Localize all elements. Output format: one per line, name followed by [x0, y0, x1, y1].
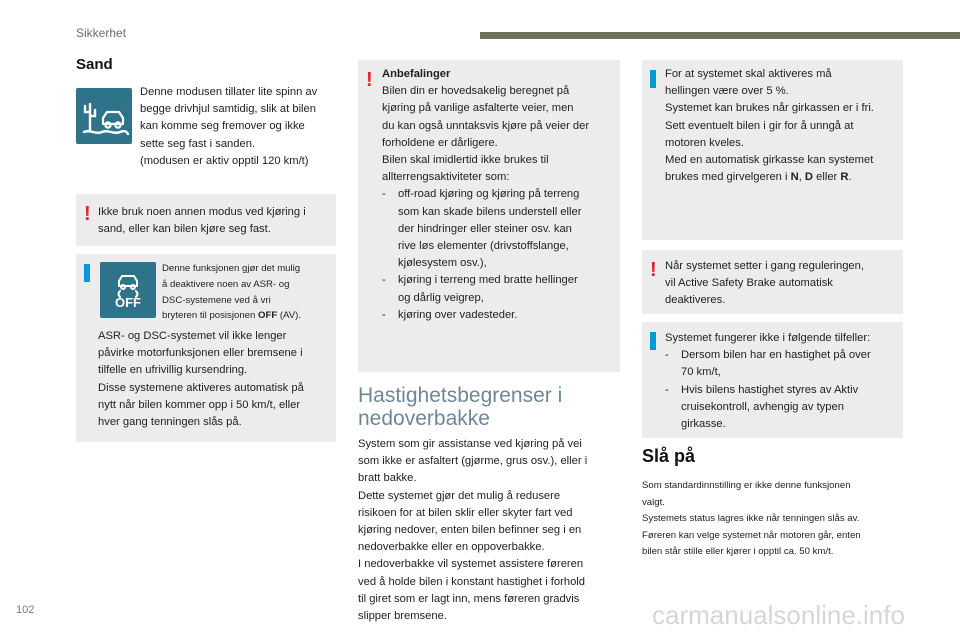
warning-icon: ! [366, 69, 373, 91]
page-number: 102 [16, 604, 35, 616]
header-bar [480, 32, 960, 39]
list-item: - off-road kjøring og kjøring på terreng som kan skade bilens understell eller der hindringer eller steiner osv. kan rive løs elementer (drivstoffslange, kjølesystem osv.), [382, 188, 582, 270]
list-item: - kjøring i terreng med bratte hellinger og dårlig veigrep, [382, 274, 578, 304]
asb-warning-text: Når systemet setter i gang reguleringen, vil Active Safety Brake automatisk deaktiveres. [665, 260, 864, 307]
traction-off-icon [100, 262, 156, 318]
off-icon-label: OFF [115, 295, 141, 310]
recommendations-text: Anbefalinger Bilen din er hovedsakelig beregnet på kjøring på vanlige asfalterte veier, men du kan også unntaksvis kjøre på veier der forholdene er dårligere. Bilen skal imidlertid ikke brukes til allterrengsaktiviteter som: - off-road kjøring og kjøring på terreng som kan skade bilens understell eller der hindringer eller steiner osv. kan rive løs elementer (drivstoffslange, kjølesystem osv.), - kjøring i terreng med bratte hellinger og dårlig veigrep, - kjøring over vadesteder. [382, 66, 616, 324]
asb-warning-box [642, 250, 903, 314]
list-item: - Hvis bilens hastighet styres av Aktiv cruisekontroll, avhengig av typen girkasse. [665, 383, 859, 431]
hill-descent-text: System som gir assistanse ved kjøring på vei som ikke er asfaltert (gjørme, grus osv.), eller i bratt bakke. Dette systemet gjør det mulig å redusere risikoen for at bilen sklir eller skyter fart ved kjøring nedover, enten bilen befinner seg i en nedoverbakke eller en oppoverbakke. I nedoverbakke vil systemet assistere føreren ved å holde bilen i konstant hastighet i forhold til giret som er lagt inn, mens føreren gradvis slipper bremsene. [358, 438, 588, 623]
not-working-info-box [642, 322, 903, 438]
switch-on-text: Som standardinnstilling er ikke denne funksjonen valgt. Systemets status lagres ikke når tenningen slås av. Føreren kan velge systemet når motoren går, enten bilen står stille eller kjører i opptil ca. 50 km/t. [642, 480, 861, 557]
hill-descent-heading: Hastighetsbegrenser i nedoverbakke [358, 384, 563, 430]
activation-info-box [642, 60, 903, 240]
sand-mode-icon [76, 88, 132, 144]
off-info-text: ASR- og DSC-systemet vil ikke lenger påvirke motorfunksjonen eller bremsene i tilfelle en ufrivillig kursendring. Disse systemene aktiveres automatisk på nytt når bilen kommer opp i 50 km/t, eller hver gang tenningen slås på. [98, 330, 304, 429]
switch-on-heading: Slå på [642, 446, 696, 466]
section-label: Sikkerhet [76, 26, 127, 40]
recommendations-box [358, 60, 620, 372]
list-item: - kjøring over vadesteder. [382, 308, 518, 321]
recommendations-title: Anbefalinger [382, 68, 451, 80]
watermark: carmanualsonline.info [652, 600, 905, 630]
info-icon [650, 70, 656, 88]
off-info-small-text: Denne funksjonen gjør det mulig å deaktivere noen av ASR- og DSC-systemene ved å vri bryteren til posisjonen OFF (AV). [162, 263, 301, 322]
activation-info-text: For at systemet skal aktiveres må hellingen være over 5 %. Systemet kan brukes når girkassen er i fri. Sett eventuelt bilen i gir for å unngå at motoren kveles. Med en automatisk girkasse kan systemet brukes med girvelgeren i N, D eller R. [665, 68, 874, 184]
list-item: - Dersom bilen har en hastighet på over 70 km/t, [665, 349, 871, 379]
warning-icon: ! [84, 203, 91, 225]
sand-intro: Denne modusen tillater lite spinn av begge drivhjul samtidig, slik at bilen kan komme seg fremover og ikke sette seg fast i sanden. (modusen er aktiv opptil 120 km/t) [140, 86, 318, 167]
sand-warning-box [76, 194, 336, 246]
info-icon [650, 332, 656, 350]
info-icon [84, 264, 90, 282]
sand-warning-text: Ikke bruk noen annen modus ved kjøring i sand, eller kan bilen kjøre seg fast. [98, 206, 306, 236]
warning-icon: ! [650, 259, 657, 281]
sand-heading: Sand [76, 56, 113, 73]
not-working-info-text: Systemet fungerer ikke i følgende tilfeller: - Dersom bilen har en hastighet på over 70 km/t, - Hvis bilens hastighet styres av Aktiv cruisekontroll, avhengig av typen girkasse. [665, 330, 901, 433]
